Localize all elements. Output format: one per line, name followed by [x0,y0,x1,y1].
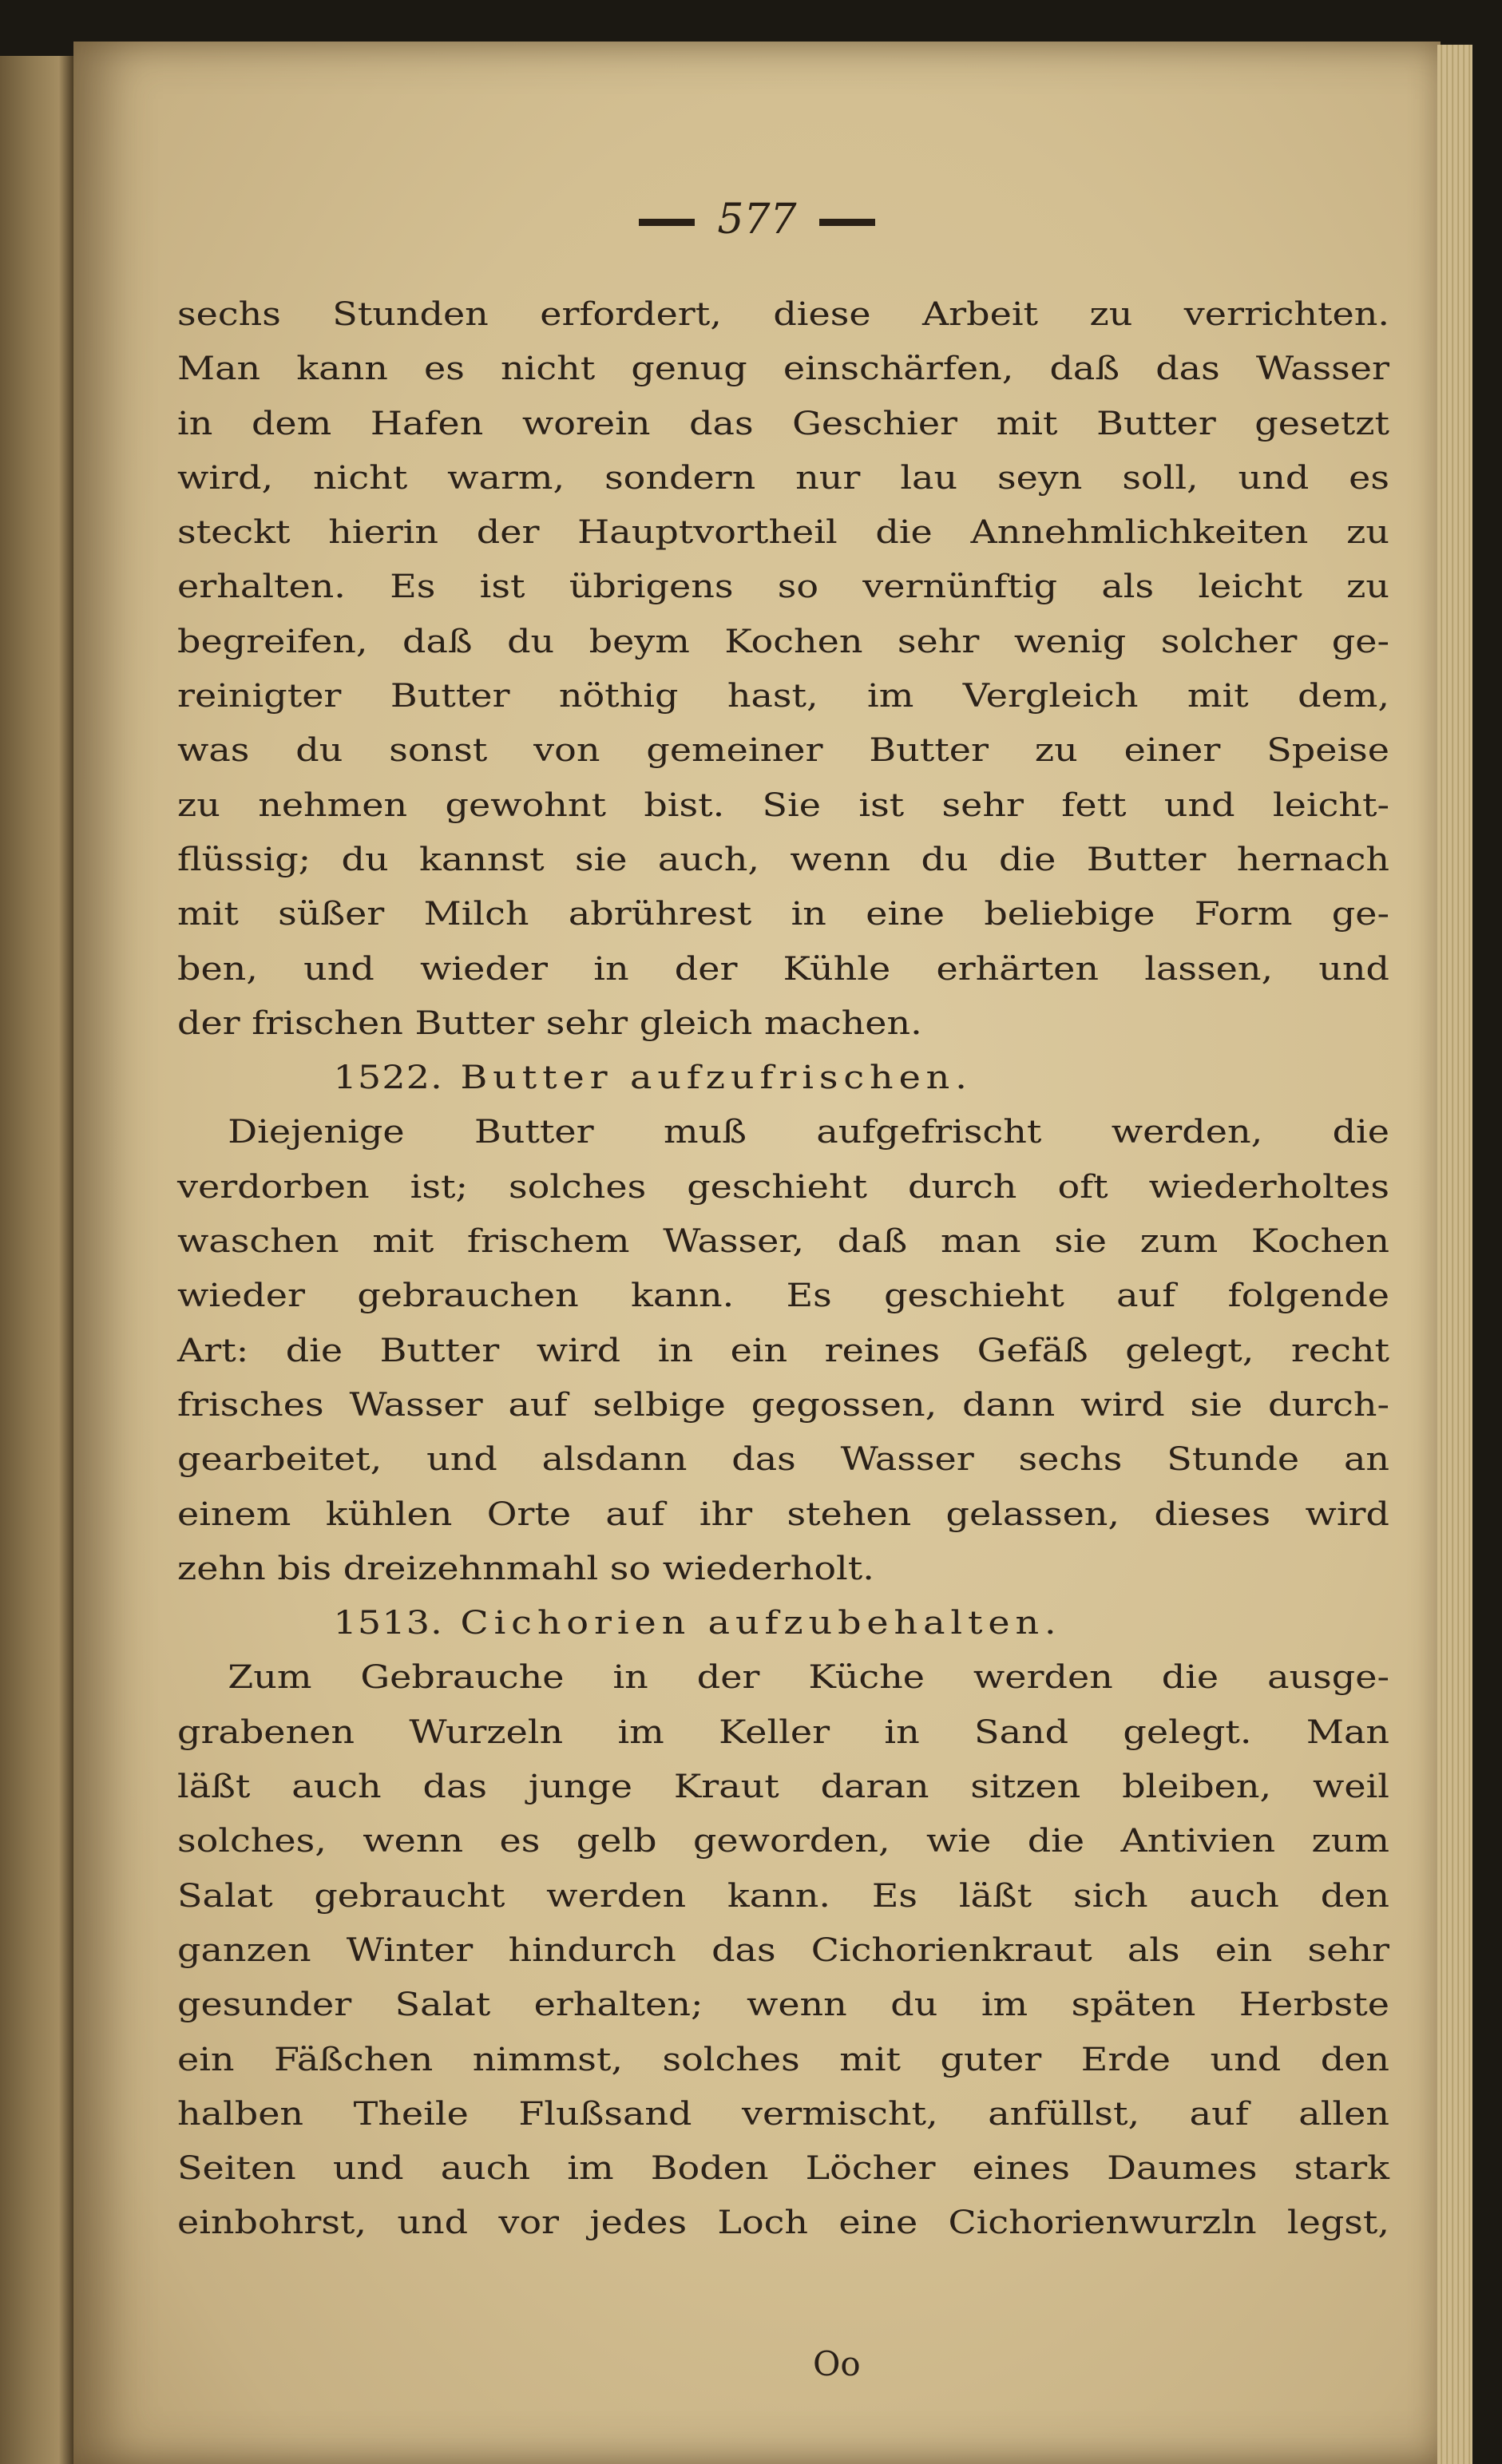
section-number: 1513. [333,1605,443,1642]
text-line: flüssig; du kannst sie auch, wenn du die Butter hernach [177,841,1389,878]
text-line: der frischen Butter sehr gleich machen. [177,1004,922,1042]
stacked-page-edges [1437,45,1472,2464]
section-number: 1522. [333,1060,443,1097]
text-line: zu nehmen gewohnt bist. Sie ist sehr fett und leicht- [177,786,1389,824]
text-line: zehn bis dreizehnmahl so wiederholt. [177,1550,874,1587]
text-line: Seiten und auch im Boden Löcher eines Daumes stark [177,2150,1389,2188]
text-line: ein Fäßchen nimmst, solches mit guter Erde und den [177,2041,1389,2078]
text-line: Salat gebraucht werden kann. Es läßt sich auch den [177,1877,1389,1915]
text-line: Man kann es nicht genug einschärfen, daß das Wasser [177,351,1389,388]
page-number: 577 [717,196,797,244]
text-line: reinigter Butter nöthig hast, im Vergleich mit dem, [177,678,1389,715]
page-header [73,196,1441,259]
text-line: halben Theile Flußsand vermischt, anfüllst, auf allen [177,2095,1389,2133]
section-heading-cichorien [177,1596,1389,1650]
header-dash-left [639,219,695,226]
text-line: gearbeitet, und alsdann das Wasser sechs Stunde an [177,1441,1389,1479]
text-line: steckt hierin der Hauptvortheil die Annehmlichkeiten zu [177,514,1389,552]
text-line: Zum Gebrauche in der Küche werden die ausge- [228,1659,1389,1697]
text-line: begreifen, daß du beym Kochen sehr wenig solcher ge- [177,623,1389,660]
text-line: verdorben ist; solches geschieht durch oft wiederholtes [177,1168,1389,1206]
text-line: solches, wenn es gelb geworden, wie die Antivien zum [177,1823,1389,1860]
previous-page-edge [0,56,73,2464]
text-line: Diejenige Butter muß aufgefrischt werden, die [228,1114,1389,1151]
text-line: gesunder Salat erhalten; wenn du im späten Herbste [177,1987,1389,2024]
text-line: Art: die Butter wird in ein reines Gefäß gelegt, recht [177,1332,1389,1369]
text-line: mit süßer Milch abrührest in eine beliebige Form ge- [177,896,1389,933]
text-line: erhalten. Es ist übrigens so vernünftig als leicht zu [177,568,1389,606]
header-dash-right [819,219,875,226]
body-text [177,287,1389,2251]
signature-mark: Oo [813,2344,861,2383]
section-title: Butter aufzufrischen. [460,1060,973,1097]
text-line: einbohrst, und vor jedes Loch eine Cichorienwurzln legst, [177,2205,1389,2242]
text-line: wird, nicht warm, sondern nur lau seyn soll, und es [177,459,1389,497]
text-line: einem kühlen Orte auf ihr stehen gelassen, dieses wird [177,1495,1389,1533]
text-line: ben, und wieder in der Kühle erhärten lassen, und [177,950,1389,988]
text-line: sechs Stunden erfordert, diese Arbeit zu verrichten. [177,296,1389,333]
section-heading-butter [177,1051,1389,1105]
text-line: wieder gebrauchen kann. Es geschieht auf folgende [177,1278,1389,1315]
text-line: grabenen Wurzeln im Keller in Sand gelegt. Man [177,1713,1389,1751]
text-line: waschen mit frischem Wasser, daß man sie zum Kochen [177,1223,1389,1261]
text-line: in dem Hafen worein das Geschier mit Butter gesetzt [177,405,1389,442]
text-line: frisches Wasser auf selbige gegossen, dann wird sie durch- [177,1386,1389,1424]
text-line: ganzen Winter hindurch das Cichorienkraut als ein sehr [177,1931,1389,1969]
text-line: was du sonst von gemeiner Butter zu einer Speise [177,732,1389,770]
section-title: Cichorien aufzubehalten. [460,1605,1062,1642]
text-line: läßt auch das junge Kraut daran sitzen bleiben, weil [177,1769,1389,1806]
